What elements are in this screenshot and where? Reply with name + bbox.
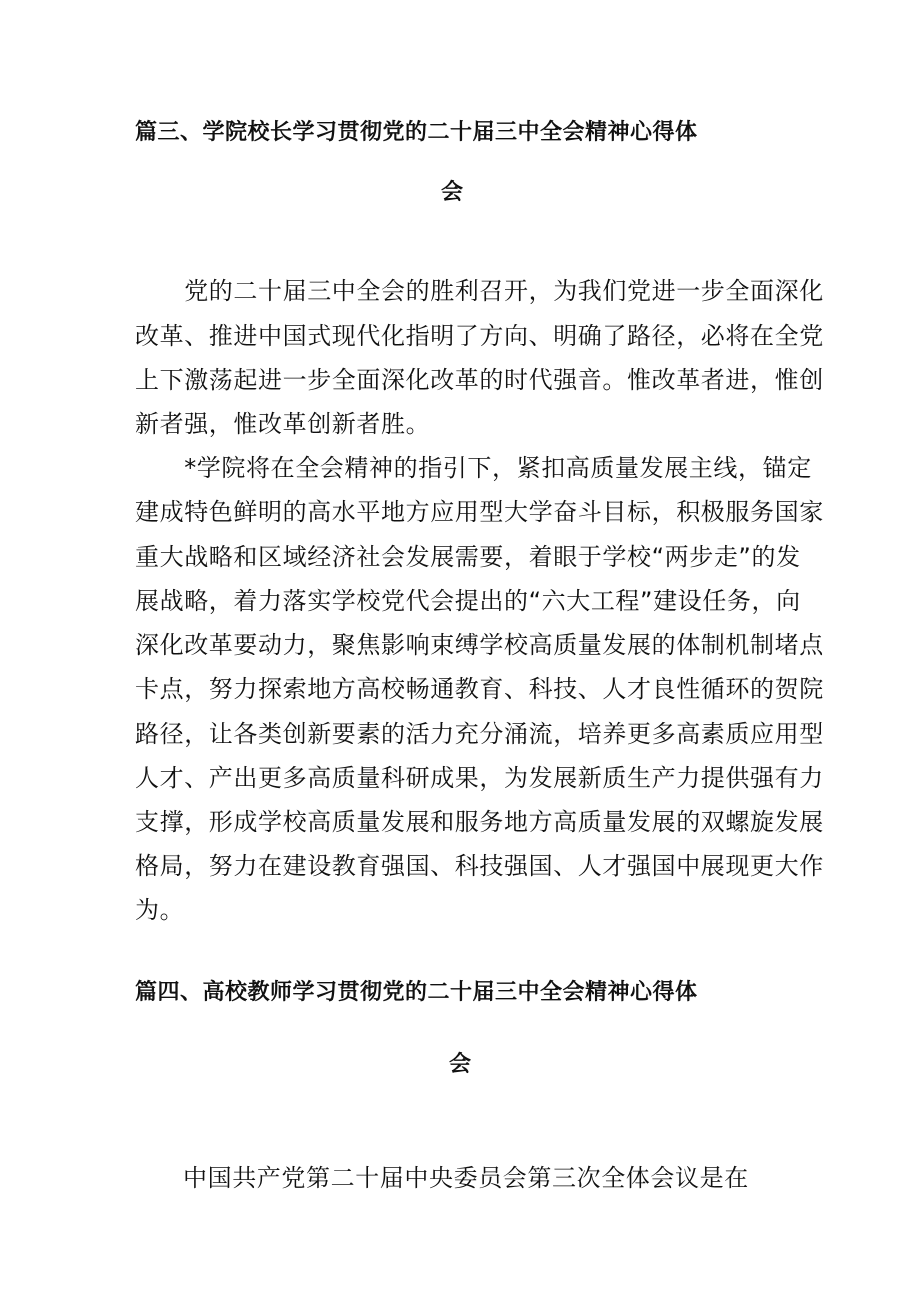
section3-p2-line10: 格局，努力在建设教育强国、科技强国、人才强国中展现更大作 (135, 852, 824, 880)
section3-p2-line8: 人才、产出更多高质量科研成果，为发展新质生产力提供强有力 (135, 764, 824, 792)
section4-title-line1: 篇四、高校教师学习贯彻党的二十届三中全会精神心得体 (135, 980, 698, 1005)
section3-p2-line1: *学院将在全会精神的指引下，紧扣高质量发展主线，锚定 (135, 454, 812, 482)
section3-p1-line2: 改革、推进中国式现代化指明了方向、明确了路径，必将在全党 (135, 322, 824, 350)
section4-p1-line1: 中国共产党第二十届中央委员会第三次全体会议是在 (183, 1164, 749, 1192)
section3-title-line2: 会 (441, 180, 464, 205)
section3-p1-line3: 上下激荡起进一步全面深化改革的时代强音。惟改革者进，惟创 (135, 366, 824, 394)
section3-p2-line4: 展战略，着力落实学校党代会提出的“六大工程”建设任务，向 (135, 587, 801, 615)
section4-title-line2: 会 (449, 1052, 472, 1077)
section3-p2-line3: 重大战略和区域经济社会发展需要，着眼于学校“两步走”的发 (135, 543, 801, 571)
section3-p2-line9: 支撑，形成学校高质量发展和服务地方高质量发展的双螺旋发展 (135, 808, 824, 836)
section3-p2-line11: 为。 (135, 896, 185, 924)
section3-p1-line1: 党的二十届三中全会的胜利召开，为我们党进一步全面深化 (135, 277, 824, 305)
section3-title-line1: 篇三、学院校长学习贯彻党的二十届三中全会精神心得体 (135, 120, 698, 145)
section3-p2-line7: 路径，让各类创新要素的活力充分涌流，培养更多高素质应用型 (135, 720, 824, 748)
section3-p2-line5: 深化改革要动力，聚焦影响束缚学校高质量发展的体制机制堵点 (135, 631, 824, 659)
section3-p2-line6: 卡点，努力探索地方高校畅通教育、科技、人才良性循环的贺院 (135, 675, 824, 703)
section3-p2-line2: 建成特色鲜明的高水平地方应用型大学奋斗目标，积极服务国家 (135, 498, 824, 526)
section3-p1-line4: 新者强，惟改革创新者胜。 (135, 410, 431, 438)
